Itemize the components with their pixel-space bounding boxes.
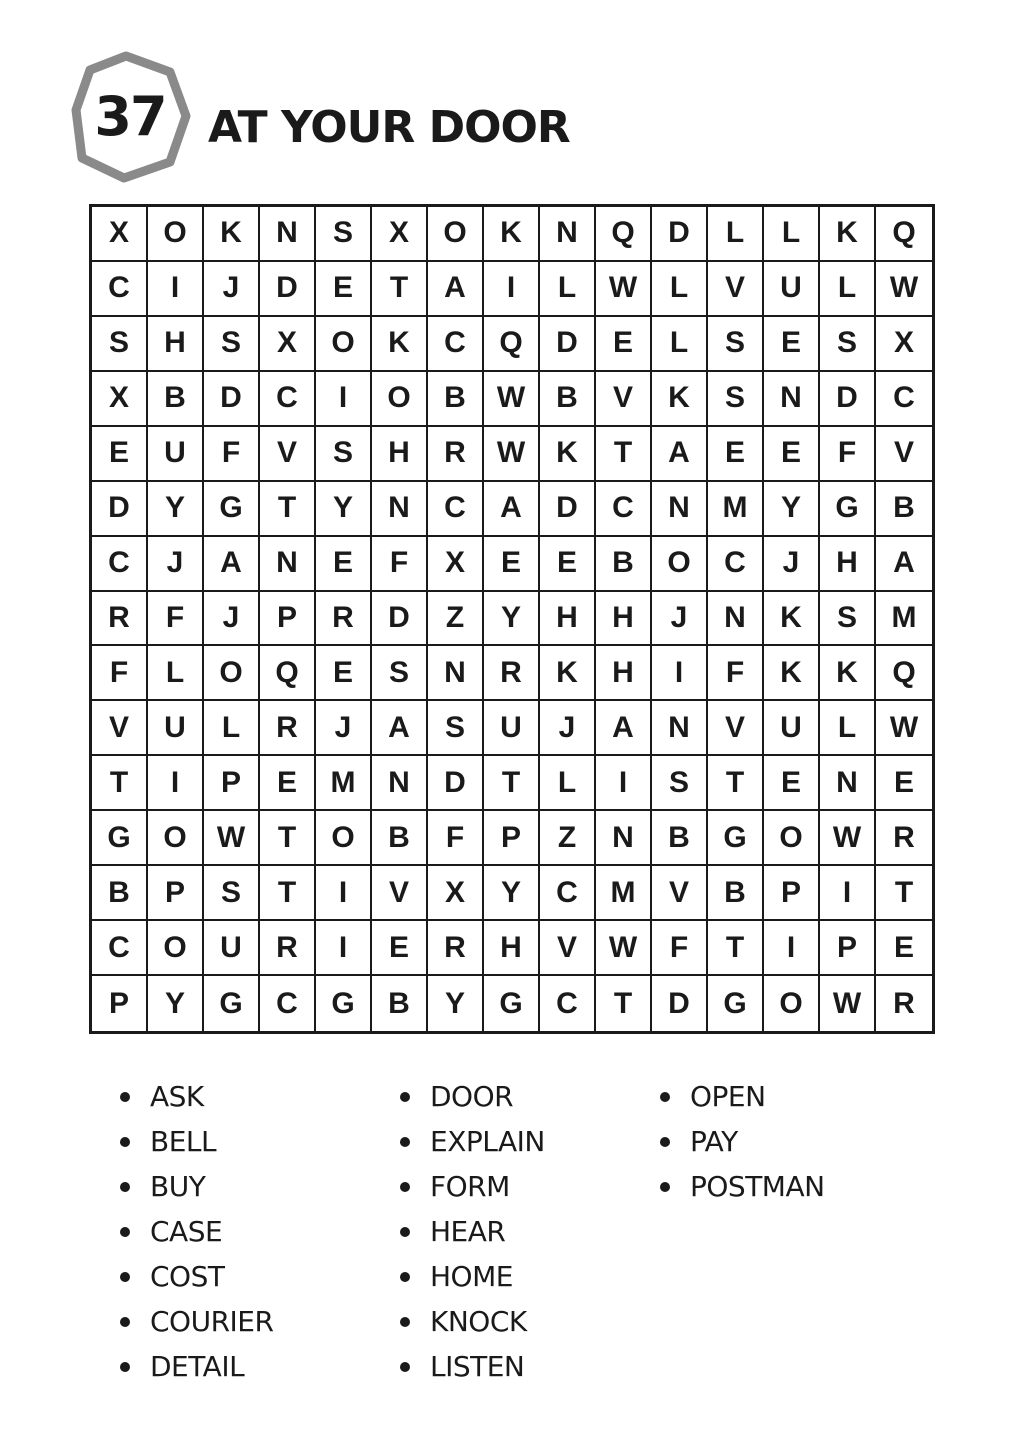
grid-cell[interactable]: S <box>316 427 372 482</box>
grid-cell[interactable]: T <box>596 976 652 1031</box>
grid-cell[interactable]: K <box>204 207 260 262</box>
grid-cell[interactable]: H <box>148 317 204 372</box>
grid-cell[interactable]: F <box>652 921 708 976</box>
grid-cell[interactable]: O <box>372 372 428 427</box>
grid-cell[interactable]: I <box>316 372 372 427</box>
grid-cell[interactable]: J <box>652 592 708 647</box>
grid-cell[interactable]: H <box>820 537 876 592</box>
grid-cell[interactable]: E <box>372 921 428 976</box>
word-list-item <box>118 1299 273 1344</box>
grid-cell[interactable]: P <box>484 811 540 866</box>
bullet-icon <box>660 1137 670 1147</box>
grid-cell[interactable]: W <box>204 811 260 866</box>
grid-cell[interactable]: W <box>484 372 540 427</box>
word-list-item <box>398 1299 545 1344</box>
word-list-item <box>118 1344 273 1389</box>
grid-cell[interactable]: B <box>652 811 708 866</box>
grid-cell[interactable]: E <box>540 537 596 592</box>
word-text: COURIER <box>150 1305 274 1338</box>
word-text: BUY <box>150 1170 206 1203</box>
grid-cell[interactable]: H <box>596 646 652 701</box>
word-list-item <box>118 1254 273 1299</box>
grid-cell[interactable]: T <box>708 921 764 976</box>
grid-cell[interactable]: E <box>316 537 372 592</box>
grid-cell[interactable]: N <box>260 207 316 262</box>
grid-cell[interactable]: Q <box>876 207 932 262</box>
grid-cell[interactable]: R <box>316 592 372 647</box>
grid-cell[interactable]: S <box>708 317 764 372</box>
grid-cell[interactable]: I <box>596 756 652 811</box>
grid-cell[interactable]: V <box>652 866 708 921</box>
grid-cell[interactable]: G <box>708 976 764 1031</box>
grid-cell[interactable]: R <box>260 701 316 756</box>
grid-cell[interactable]: A <box>428 262 484 317</box>
grid-cell[interactable]: T <box>708 756 764 811</box>
grid-cell[interactable]: N <box>372 756 428 811</box>
grid-cell[interactable]: B <box>876 482 932 537</box>
grid-cell[interactable]: K <box>652 372 708 427</box>
grid-cell[interactable]: M <box>316 756 372 811</box>
word-list-column-3 <box>658 1074 825 1209</box>
grid-cell[interactable]: Q <box>596 207 652 262</box>
grid-cell[interactable]: E <box>764 756 820 811</box>
grid-cell[interactable]: G <box>92 811 148 866</box>
puzzle-number-badge <box>68 50 192 184</box>
grid-cell[interactable]: V <box>596 372 652 427</box>
grid-cell[interactable]: K <box>484 207 540 262</box>
grid-cell[interactable]: G <box>316 976 372 1031</box>
grid-cell[interactable]: T <box>92 756 148 811</box>
grid-cell[interactable]: V <box>372 866 428 921</box>
grid-cell[interactable]: N <box>820 756 876 811</box>
bullet-icon <box>400 1227 410 1237</box>
grid-cell[interactable]: S <box>92 317 148 372</box>
grid-cell[interactable]: P <box>260 592 316 647</box>
grid-cell[interactable]: B <box>540 372 596 427</box>
word-list-item <box>118 1119 273 1164</box>
grid-cell[interactable]: Z <box>540 811 596 866</box>
word-list-item <box>118 1164 273 1209</box>
grid-cell[interactable]: T <box>260 866 316 921</box>
grid-cell[interactable]: C <box>428 317 484 372</box>
grid-cell[interactable]: Y <box>484 592 540 647</box>
grid-cell[interactable]: I <box>820 866 876 921</box>
grid-cell[interactable]: K <box>540 427 596 482</box>
grid-cell[interactable]: W <box>820 811 876 866</box>
grid-cell[interactable]: V <box>260 427 316 482</box>
grid-cell[interactable]: W <box>596 921 652 976</box>
grid-cell[interactable]: S <box>428 701 484 756</box>
grid-cell[interactable]: N <box>652 482 708 537</box>
grid-cell[interactable]: C <box>540 976 596 1031</box>
grid-cell[interactable]: N <box>428 646 484 701</box>
grid-cell[interactable]: Y <box>148 482 204 537</box>
grid-cell[interactable]: O <box>148 207 204 262</box>
grid-cell[interactable]: X <box>428 866 484 921</box>
grid-cell[interactable]: R <box>260 921 316 976</box>
grid-cell[interactable]: N <box>764 372 820 427</box>
word-text: POSTMAN <box>690 1170 825 1203</box>
grid-cell[interactable]: I <box>484 262 540 317</box>
grid-cell[interactable]: N <box>596 811 652 866</box>
grid-cell[interactable]: V <box>92 701 148 756</box>
grid-cell[interactable]: M <box>708 482 764 537</box>
puzzle-number: 37 <box>94 85 166 148</box>
grid-cell[interactable]: L <box>764 207 820 262</box>
grid-cell[interactable]: K <box>372 317 428 372</box>
grid-cell[interactable]: O <box>316 317 372 372</box>
grid-cell[interactable]: Q <box>484 317 540 372</box>
grid-cell[interactable]: O <box>148 811 204 866</box>
grid-cell[interactable]: U <box>204 921 260 976</box>
grid-cell[interactable]: P <box>148 866 204 921</box>
grid-cell[interactable]: C <box>92 537 148 592</box>
grid-cell[interactable]: W <box>820 976 876 1031</box>
word-list-item <box>398 1254 545 1299</box>
puzzle-title: AT YOUR DOOR <box>208 102 570 153</box>
grid-cell[interactable]: X <box>92 372 148 427</box>
grid-cell[interactable]: B <box>428 372 484 427</box>
grid-cell[interactable]: K <box>764 592 820 647</box>
bullet-icon <box>120 1272 130 1282</box>
grid-cell[interactable]: O <box>652 537 708 592</box>
grid-cell[interactable]: S <box>652 756 708 811</box>
word-text: CASE <box>150 1215 223 1248</box>
grid-cell[interactable]: A <box>484 482 540 537</box>
grid-cell[interactable]: F <box>92 646 148 701</box>
grid-cell[interactable]: Z <box>428 592 484 647</box>
grid-cell[interactable]: D <box>204 372 260 427</box>
grid-cell[interactable]: D <box>540 482 596 537</box>
word-search-grid <box>89 204 935 1034</box>
grid-cell[interactable]: J <box>204 592 260 647</box>
word-list-column-2 <box>398 1074 545 1389</box>
grid-cell[interactable]: W <box>876 262 932 317</box>
grid-cell[interactable]: D <box>372 592 428 647</box>
grid-cell[interactable]: L <box>820 262 876 317</box>
grid-cell[interactable]: K <box>540 646 596 701</box>
grid-cell[interactable]: B <box>708 866 764 921</box>
bullet-icon <box>400 1317 410 1327</box>
grid-cell[interactable]: O <box>428 207 484 262</box>
word-text: KNOCK <box>430 1305 527 1338</box>
word-text: DOOR <box>430 1080 514 1113</box>
grid-cell[interactable]: O <box>204 646 260 701</box>
grid-cell[interactable]: E <box>484 537 540 592</box>
grid-cell[interactable]: X <box>372 207 428 262</box>
grid-cell[interactable]: F <box>148 592 204 647</box>
word-text: BELL <box>150 1125 217 1158</box>
grid-cell[interactable]: C <box>428 482 484 537</box>
word-text: LISTEN <box>430 1350 525 1383</box>
grid-cell[interactable]: R <box>92 592 148 647</box>
grid-cell[interactable]: B <box>372 811 428 866</box>
grid-cell[interactable]: R <box>876 811 932 866</box>
grid-cell[interactable]: P <box>820 921 876 976</box>
grid-cell[interactable]: A <box>596 701 652 756</box>
grid-cell[interactable]: R <box>428 427 484 482</box>
grid-cell[interactable]: I <box>148 756 204 811</box>
grid-cell[interactable]: E <box>876 921 932 976</box>
word-list-item <box>658 1074 825 1119</box>
grid-cell[interactable]: S <box>372 646 428 701</box>
grid-cell[interactable]: L <box>540 262 596 317</box>
grid-cell[interactable]: J <box>204 262 260 317</box>
grid-cell[interactable]: R <box>893 986 915 1020</box>
grid-cell[interactable]: B <box>92 866 148 921</box>
grid-cell[interactable]: I <box>316 866 372 921</box>
grid-cell[interactable]: C <box>876 372 932 427</box>
word-text: PAY <box>690 1125 738 1158</box>
grid-cell[interactable]: N <box>540 207 596 262</box>
grid-cell[interactable]: D <box>260 262 316 317</box>
grid-cell[interactable]: O <box>764 811 820 866</box>
grid-cell[interactable]: V <box>708 701 764 756</box>
grid-cell[interactable]: C <box>260 976 316 1031</box>
grid-cell[interactable]: V <box>540 921 596 976</box>
grid-cell[interactable]: I <box>316 921 372 976</box>
grid-cell[interactable]: G <box>204 976 260 1031</box>
grid-cell[interactable]: U <box>764 262 820 317</box>
grid-cell[interactable]: K <box>820 207 876 262</box>
grid-cell[interactable]: H <box>540 592 596 647</box>
bullet-icon <box>120 1092 130 1102</box>
grid-cell[interactable]: C <box>708 537 764 592</box>
grid-cell[interactable]: K <box>764 646 820 701</box>
grid-cell[interactable]: D <box>652 976 708 1031</box>
grid-cell[interactable]: J <box>316 701 372 756</box>
bullet-icon <box>400 1182 410 1192</box>
grid-cell[interactable]: Y <box>764 482 820 537</box>
word-text: HEAR <box>430 1215 506 1248</box>
grid-cell[interactable]: T <box>596 427 652 482</box>
grid-cell[interactable]: O <box>148 921 204 976</box>
grid-cell[interactable]: B <box>372 976 428 1031</box>
grid-cell[interactable]: M <box>596 866 652 921</box>
word-text: HOME <box>430 1260 513 1293</box>
word-text: DETAIL <box>150 1350 245 1383</box>
grid-cell[interactable]: J <box>764 537 820 592</box>
grid-cell[interactable]: D <box>540 317 596 372</box>
grid-cell[interactable]: F <box>204 427 260 482</box>
grid-cell[interactable]: F <box>708 646 764 701</box>
grid-cell[interactable]: I <box>148 262 204 317</box>
grid-cell[interactable]: I <box>764 921 820 976</box>
word-text: ASK <box>150 1080 204 1113</box>
grid-cell[interactable]: N <box>652 701 708 756</box>
grid-cell[interactable]: D <box>820 372 876 427</box>
grid-cell[interactable]: O <box>764 976 820 1031</box>
grid-cell[interactable]: S <box>820 592 876 647</box>
grid-cell[interactable]: Y <box>148 976 204 1031</box>
grid-cell[interactable]: L <box>148 646 204 701</box>
grid-cell[interactable]: U <box>148 427 204 482</box>
grid-cell[interactable]: E <box>316 646 372 701</box>
grid-cell[interactable]: W <box>596 262 652 317</box>
bullet-icon <box>120 1317 130 1327</box>
grid-cell[interactable]: T <box>260 482 316 537</box>
grid-cell[interactable]: U <box>148 701 204 756</box>
bullet-icon <box>400 1362 410 1372</box>
grid-cell[interactable]: W <box>484 427 540 482</box>
word-list-item <box>398 1209 545 1254</box>
word-list-item <box>118 1209 273 1254</box>
grid-cell[interactable]: C <box>92 921 148 976</box>
grid-cell[interactable]: H <box>372 427 428 482</box>
grid-cell[interactable]: E <box>316 262 372 317</box>
grid-cell[interactable]: C <box>596 482 652 537</box>
grid-cell[interactable]: I <box>652 646 708 701</box>
bullet-icon <box>120 1137 130 1147</box>
grid-cell[interactable]: A <box>372 701 428 756</box>
grid-cell[interactable]: U <box>764 701 820 756</box>
bullet-icon <box>660 1182 670 1192</box>
grid-cell[interactable]: G <box>820 482 876 537</box>
word-list-item <box>118 1074 273 1119</box>
grid-cell[interactable]: U <box>484 701 540 756</box>
grid-cell[interactable]: H <box>596 592 652 647</box>
grid-cell[interactable]: W <box>876 701 932 756</box>
grid-cell[interactable]: E <box>764 317 820 372</box>
bullet-icon <box>660 1092 670 1102</box>
grid-cell[interactable]: L <box>540 756 596 811</box>
grid-cell[interactable]: O <box>316 811 372 866</box>
grid-cell[interactable]: E <box>260 756 316 811</box>
grid-cell[interactable]: C <box>260 372 316 427</box>
grid-cell[interactable]: E <box>764 427 820 482</box>
grid-cell[interactable]: C <box>92 262 148 317</box>
word-text: OPEN <box>690 1080 766 1113</box>
bullet-icon <box>120 1362 130 1372</box>
grid-cell[interactable]: A <box>204 537 260 592</box>
grid-cell[interactable]: L <box>820 701 876 756</box>
grid-cell[interactable]: S <box>708 372 764 427</box>
grid-cell[interactable]: Q <box>876 646 932 701</box>
grid-cell[interactable]: D <box>652 207 708 262</box>
grid-cell[interactable]: V <box>876 427 932 482</box>
bullet-icon <box>120 1182 130 1192</box>
grid-cell[interactable]: B <box>596 537 652 592</box>
grid-cell[interactable]: L <box>652 262 708 317</box>
word-list-item <box>398 1119 545 1164</box>
grid-cell[interactable]: X <box>876 317 932 372</box>
grid-cell[interactable]: K <box>820 646 876 701</box>
grid-cell[interactable]: Q <box>260 646 316 701</box>
grid-cell[interactable]: Y <box>316 482 372 537</box>
word-list-item <box>398 1074 545 1119</box>
grid-cell[interactable]: L <box>708 207 764 262</box>
grid-cell[interactable]: X <box>260 317 316 372</box>
grid-cell[interactable]: L <box>204 701 260 756</box>
grid-cell[interactable]: R <box>484 646 540 701</box>
grid-cell[interactable]: P <box>204 756 260 811</box>
grid-cell[interactable]: G <box>484 976 540 1031</box>
grid-cell[interactable]: T <box>372 262 428 317</box>
word-list-item <box>658 1119 825 1164</box>
grid-cell[interactable]: E <box>708 427 764 482</box>
grid-cell[interactable]: N <box>260 537 316 592</box>
grid-cell[interactable]: T <box>260 811 316 866</box>
grid-cell[interactable]: N <box>708 592 764 647</box>
grid-cell[interactable]: C <box>540 866 596 921</box>
grid-cell[interactable]: D <box>92 482 148 537</box>
grid-cell[interactable]: S <box>204 317 260 372</box>
grid-cell[interactable]: T <box>876 866 932 921</box>
grid-cell[interactable]: F <box>428 811 484 866</box>
grid-cell[interactable]: F <box>372 537 428 592</box>
word-list-item <box>398 1164 545 1209</box>
grid-cell[interactable]: E <box>876 756 932 811</box>
grid-cell[interactable]: M <box>876 592 932 647</box>
grid-cell[interactable]: P <box>92 976 148 1031</box>
word-text: EXPLAIN <box>430 1125 545 1158</box>
grid-cell[interactable]: J <box>148 537 204 592</box>
grid-cell[interactable]: X <box>92 207 148 262</box>
word-list-item <box>658 1164 825 1209</box>
grid-cell[interactable]: Y <box>428 976 484 1031</box>
grid-cell[interactable]: H <box>484 921 540 976</box>
grid-cell[interactable]: E <box>596 317 652 372</box>
grid-cell[interactable]: R <box>428 921 484 976</box>
bullet-icon <box>400 1137 410 1147</box>
grid-cell[interactable]: S <box>204 866 260 921</box>
word-text: FORM <box>430 1170 510 1203</box>
grid-cell[interactable]: B <box>148 372 204 427</box>
word-text: COST <box>150 1260 225 1293</box>
grid-cell[interactable]: G <box>708 811 764 866</box>
grid-cell[interactable]: E <box>92 427 148 482</box>
grid-cell[interactable]: D <box>428 756 484 811</box>
bullet-icon <box>400 1272 410 1282</box>
grid-cell[interactable]: A <box>652 427 708 482</box>
grid-cell[interactable]: P <box>764 866 820 921</box>
grid-cell[interactable]: Y <box>484 866 540 921</box>
bullet-icon <box>120 1227 130 1237</box>
word-list-column-1 <box>118 1074 273 1389</box>
word-list-item <box>398 1344 545 1389</box>
grid-cell[interactable]: A <box>876 537 932 592</box>
grid-cell[interactable]: V <box>708 262 764 317</box>
bullet-icon <box>400 1092 410 1102</box>
grid-cell[interactable]: G <box>204 482 260 537</box>
grid-cell[interactable]: S <box>316 207 372 262</box>
grid-cell[interactable]: N <box>372 482 428 537</box>
grid-cell[interactable]: X <box>428 537 484 592</box>
grid-cell[interactable]: F <box>820 427 876 482</box>
grid-cell[interactable]: T <box>484 756 540 811</box>
grid-cell[interactable]: S <box>820 317 876 372</box>
grid-cell[interactable]: J <box>540 701 596 756</box>
grid-cell[interactable]: L <box>652 317 708 372</box>
